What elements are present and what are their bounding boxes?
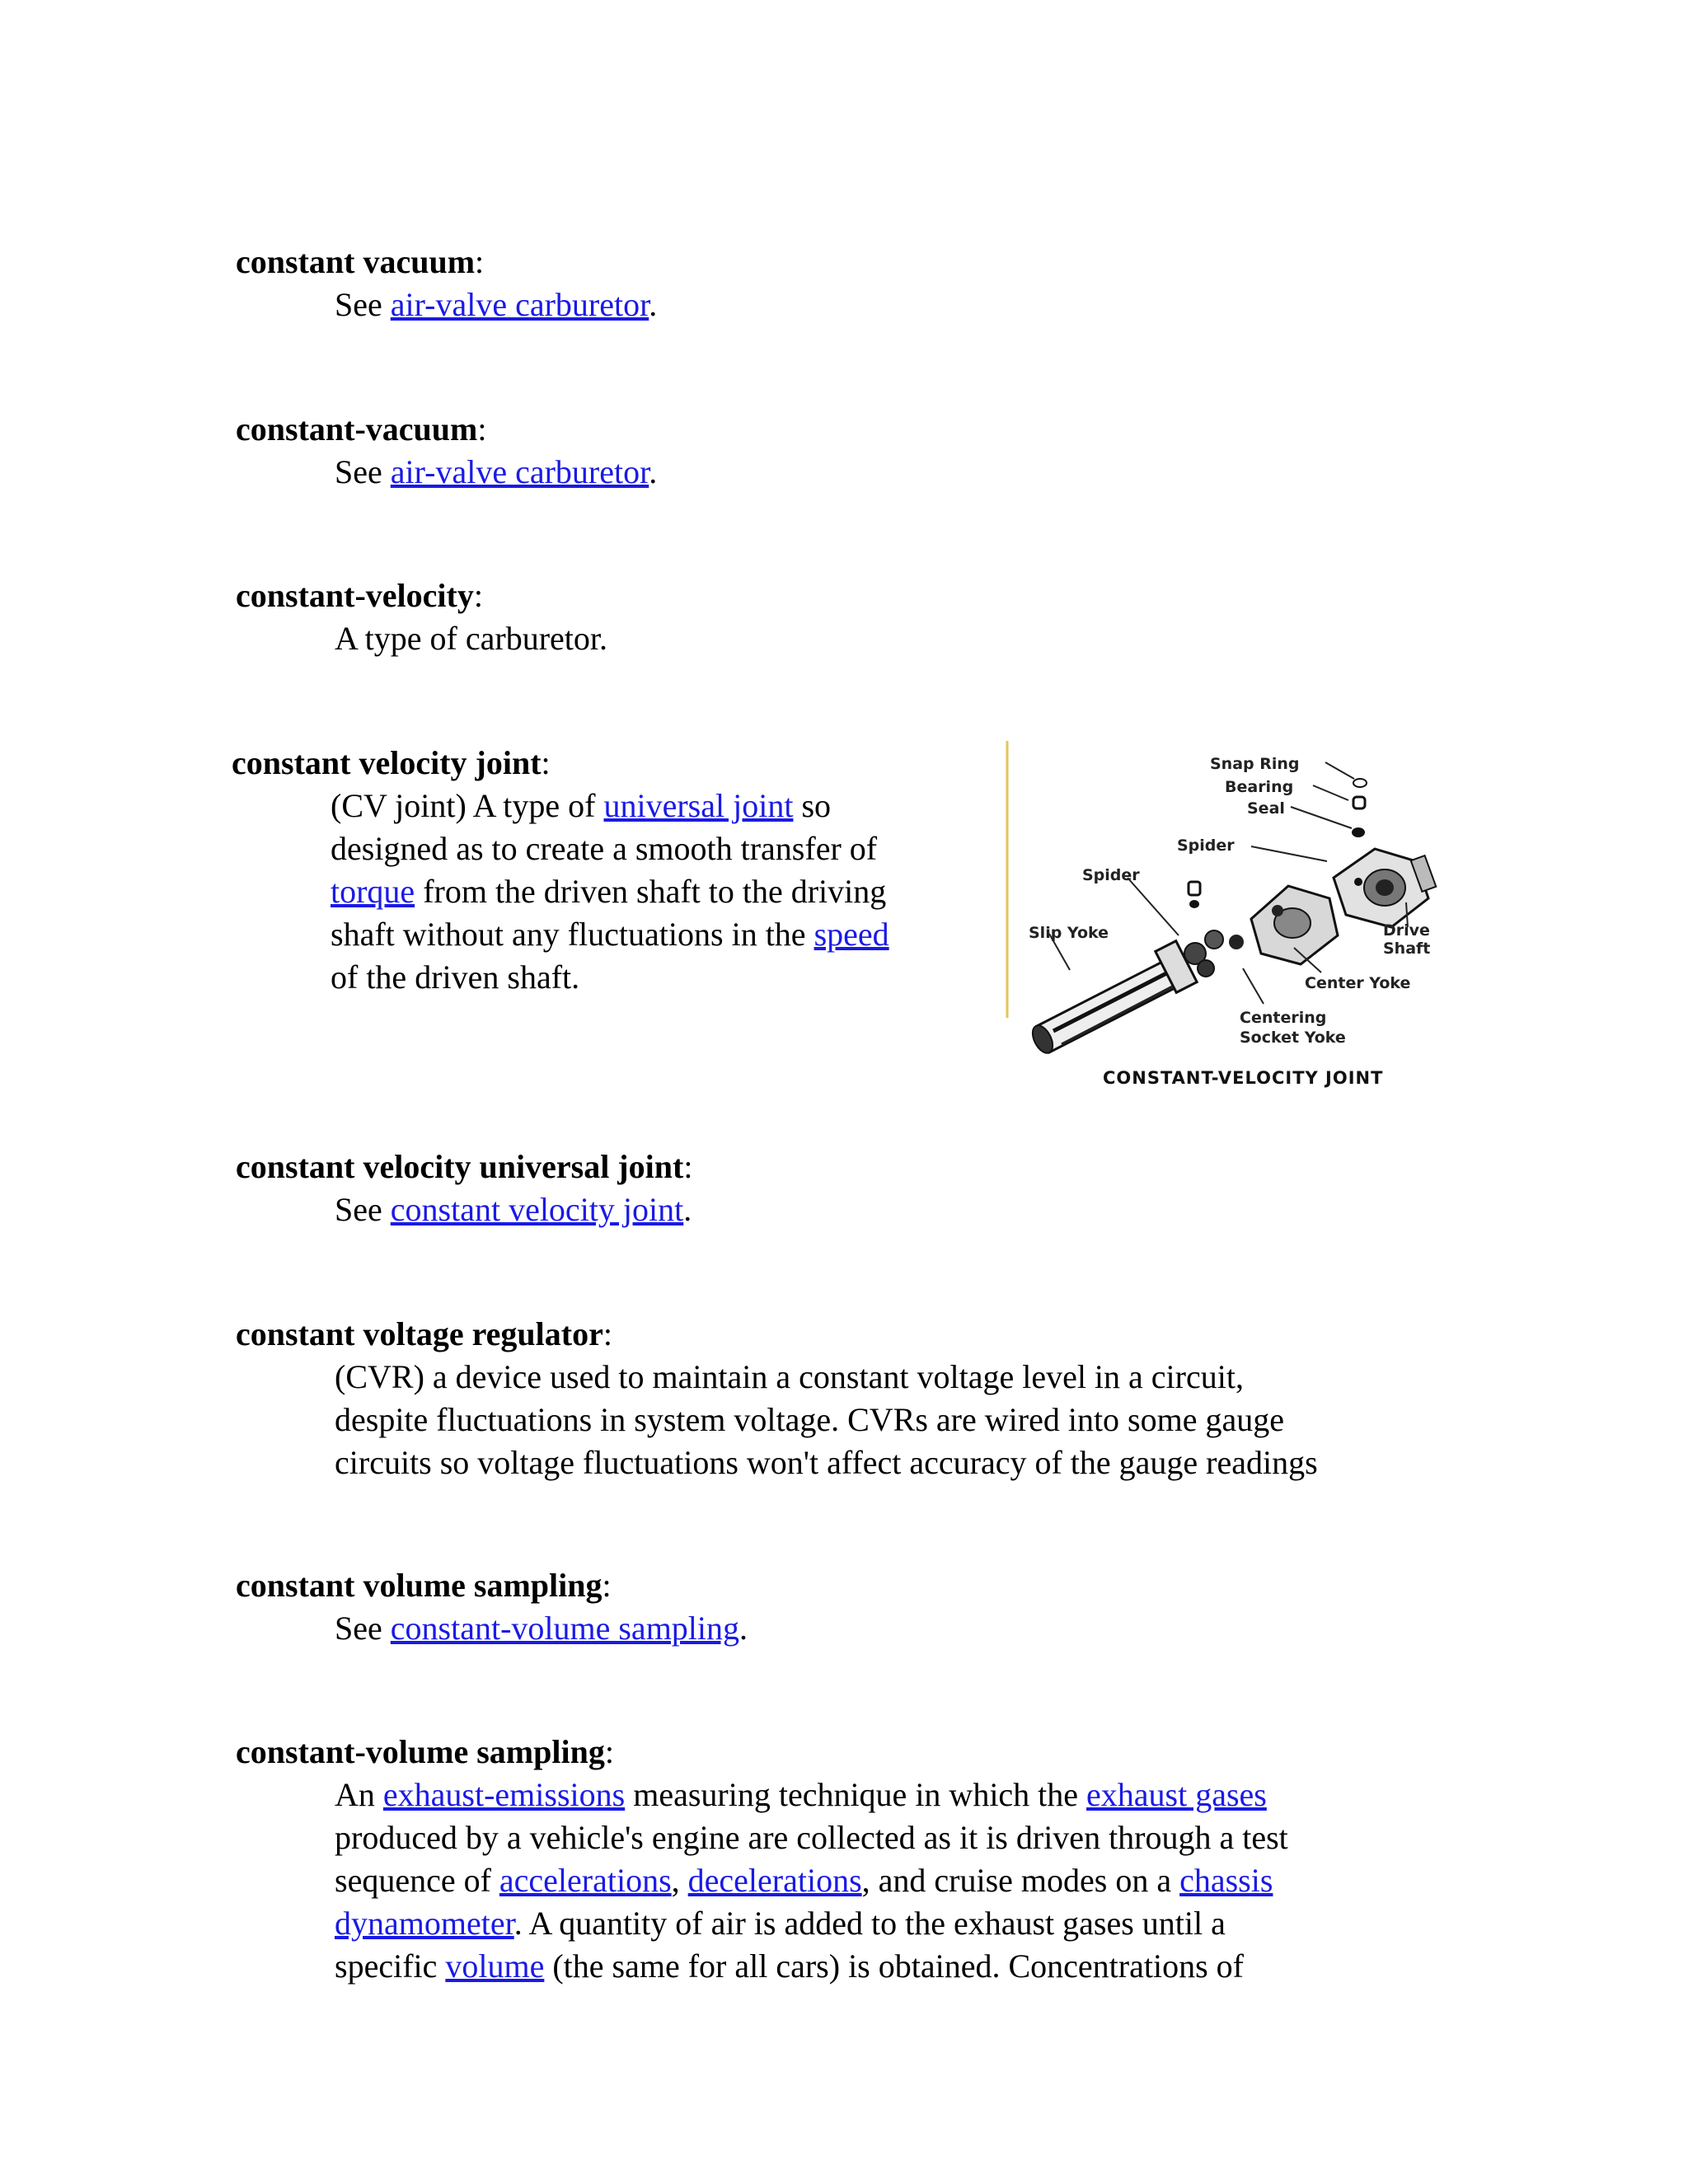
entry-term xyxy=(236,1731,614,1774)
entry-term xyxy=(236,1313,612,1356)
constant-velocity-joint-figure xyxy=(1004,738,1453,1092)
term-text: constant velocity joint xyxy=(232,744,542,781)
label-bearing: Bearing xyxy=(1225,778,1294,796)
definition-line xyxy=(335,1816,1288,1859)
definition-text: (CVR) a device used to maintain a constant voltage level in a circuit, xyxy=(335,1358,1244,1395)
cross-reference-link[interactable]: air-valve carburetor xyxy=(390,286,649,323)
cross-reference-link[interactable]: dynamometer xyxy=(335,1905,514,1942)
cross-reference-link[interactable]: volume xyxy=(445,1947,545,1985)
definition-line xyxy=(335,1399,1318,1441)
definition-line xyxy=(331,913,889,956)
definition-text: specific xyxy=(335,1947,446,1985)
definition-text: See xyxy=(335,1191,391,1228)
label-socket-yoke: Socket Yoke xyxy=(1240,1029,1346,1047)
cross-reference-link[interactable]: constant-volume sampling xyxy=(390,1610,740,1647)
definition-text: . xyxy=(649,453,658,490)
definition-text: (the same for all cars) is obtained. Concentrations of xyxy=(544,1947,1244,1985)
definition-text: See xyxy=(335,286,391,323)
definition-line xyxy=(335,1859,1288,1902)
entry-term xyxy=(232,742,551,785)
entry-definition xyxy=(335,617,607,660)
term-colon: : xyxy=(475,243,485,280)
definition-text: designed as to create a smooth transfer of xyxy=(331,830,878,867)
entry-definition xyxy=(335,1774,1288,1988)
definition-text: , and cruise modes on a xyxy=(861,1862,1180,1899)
definition-line xyxy=(331,870,889,913)
definition-text: . xyxy=(739,1610,748,1647)
entry-term xyxy=(236,1564,612,1607)
definition-text: so xyxy=(793,787,832,824)
entry-definition xyxy=(331,785,889,999)
label-seal: Seal xyxy=(1247,799,1285,818)
cross-reference-link[interactable]: speed xyxy=(814,916,889,953)
term-text: constant-vacuum xyxy=(236,410,478,448)
definition-text: An xyxy=(335,1776,383,1813)
figure-caption: CONSTANT-VELOCITY JOINT xyxy=(1103,1068,1384,1088)
cv-joint-illustration xyxy=(1004,738,1453,1092)
definition-text: produced by a vehicle's engine are collected as it is driven through a test xyxy=(335,1819,1288,1856)
label-slip-yoke: Slip Yoke xyxy=(1029,924,1109,942)
entry-definition xyxy=(335,1188,692,1231)
term-colon: : xyxy=(541,744,551,781)
definition-text: See xyxy=(335,1610,391,1647)
cross-reference-link[interactable]: air-valve carburetor xyxy=(390,453,649,490)
entry-definition xyxy=(335,1356,1318,1484)
term-text: constant-volume sampling xyxy=(236,1733,605,1770)
label-spider-right: Spider xyxy=(1177,837,1235,855)
definition-line xyxy=(335,451,657,494)
label-drive: Drive xyxy=(1383,921,1430,940)
entry-term xyxy=(236,574,483,617)
cross-reference-link[interactable]: accelerations xyxy=(499,1862,672,1899)
cross-reference-link[interactable]: universal joint xyxy=(603,787,794,824)
definition-text: A type of carburetor. xyxy=(335,620,607,657)
term-colon: : xyxy=(477,410,487,448)
definition-line xyxy=(335,617,607,660)
label-snap-ring: Snap Ring xyxy=(1210,755,1300,773)
cross-reference-link[interactable]: constant velocity joint xyxy=(390,1191,684,1228)
definition-text: from the driven shaft to the driving xyxy=(415,873,887,910)
definition-text: (CV joint) A type of xyxy=(331,787,604,824)
definition-text: . xyxy=(649,286,658,323)
label-shaft: Shaft xyxy=(1383,940,1431,958)
definition-text: of the driven shaft. xyxy=(331,958,580,996)
term-text: constant velocity universal joint xyxy=(236,1148,684,1185)
drive-shaft-yoke xyxy=(1334,849,1436,927)
slip-yoke-shaft xyxy=(1029,941,1197,1057)
label-spider-left: Spider xyxy=(1082,866,1140,884)
term-colon: : xyxy=(473,577,483,614)
term-text: constant vacuum xyxy=(236,243,476,280)
definition-line xyxy=(335,1774,1288,1816)
definition-line xyxy=(335,1441,1318,1484)
center-yoke xyxy=(1251,886,1338,964)
term-colon: : xyxy=(602,1567,612,1604)
cross-reference-link[interactable]: exhaust gases xyxy=(1086,1776,1267,1813)
cross-reference-link[interactable]: chassis xyxy=(1179,1862,1273,1899)
term-colon: : xyxy=(603,1315,612,1352)
term-text: constant voltage regulator xyxy=(236,1315,603,1352)
definition-text: measuring technique in which the xyxy=(625,1776,1087,1813)
term-colon: : xyxy=(604,1733,614,1770)
definition-text: circuits so voltage fluctuations won't affect accuracy of the gauge readings xyxy=(335,1444,1318,1481)
entry-term xyxy=(236,408,486,451)
entry-definition xyxy=(335,451,657,494)
term-text: constant-velocity xyxy=(236,577,474,614)
definition-text: , xyxy=(671,1862,688,1899)
spider-parts xyxy=(1184,882,1244,977)
definition-line xyxy=(335,1188,692,1231)
definition-text: . xyxy=(683,1191,692,1228)
cross-reference-link[interactable]: decelerations xyxy=(687,1862,862,1899)
cross-reference-link[interactable]: exhaust-emissions xyxy=(382,1776,626,1813)
label-center-yoke: Center Yoke xyxy=(1305,974,1411,992)
definition-line xyxy=(335,284,657,326)
term-text: constant volume sampling xyxy=(236,1567,603,1604)
cross-reference-link[interactable]: torque xyxy=(331,873,415,910)
definition-line xyxy=(331,785,889,827)
entry-term xyxy=(236,241,484,284)
definition-text: . A quantity of air is added to the exhaust gases until a xyxy=(513,1905,1226,1942)
term-colon: : xyxy=(683,1148,693,1185)
definition-text: sequence of xyxy=(335,1862,499,1899)
definition-line xyxy=(331,956,889,999)
entry-term xyxy=(236,1146,692,1188)
label-centering: Centering xyxy=(1240,1009,1327,1027)
definition-line xyxy=(335,1356,1318,1399)
definition-line xyxy=(335,1945,1288,1988)
entry-definition xyxy=(335,1607,748,1650)
definition-text: See xyxy=(335,453,391,490)
definition-line xyxy=(335,1607,748,1650)
definition-line xyxy=(331,827,889,870)
definition-text: shaft without any fluctuations in the xyxy=(331,916,814,953)
definition-text: despite fluctuations in system voltage. CVRs are wired into some gauge xyxy=(335,1401,1284,1438)
definition-line xyxy=(335,1902,1288,1945)
entry-definition xyxy=(335,284,657,326)
